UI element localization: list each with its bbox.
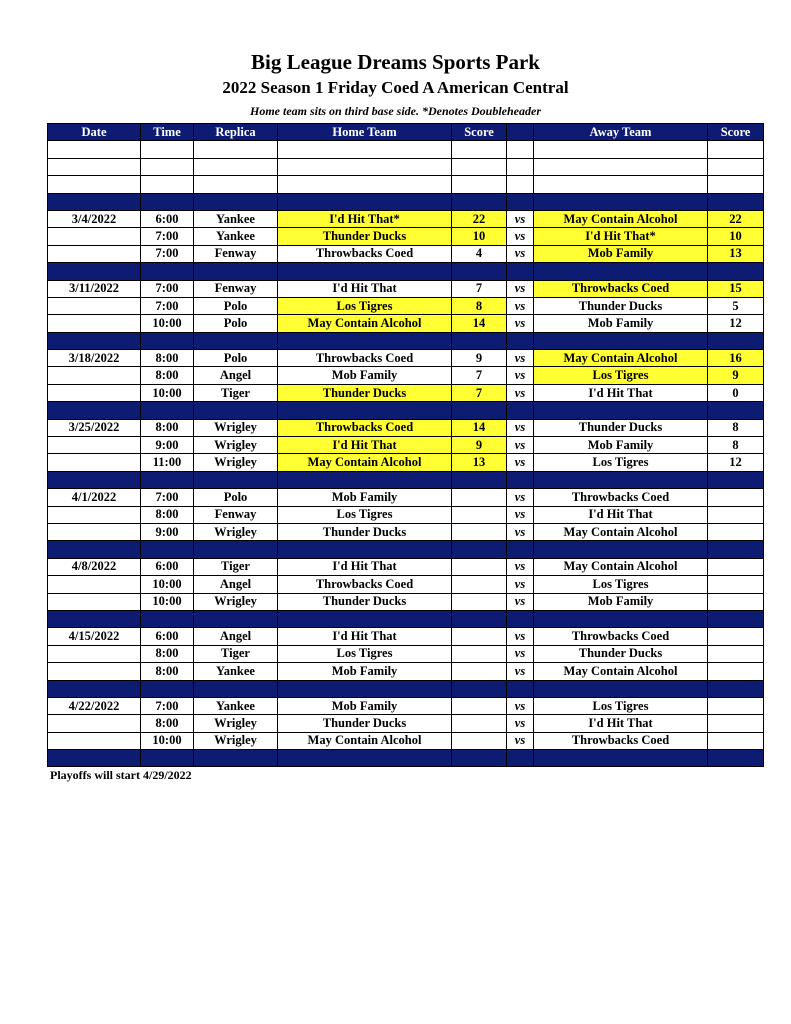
game-date [48, 593, 141, 610]
away-team: Mob Family [534, 593, 708, 610]
game-row [48, 558, 764, 575]
game-replica: Yankee [194, 228, 278, 245]
home-score: 9 [452, 437, 507, 454]
game-time: 7:00 [141, 280, 194, 297]
game-row [48, 315, 764, 332]
home-team: I'd Hit That* [278, 210, 452, 227]
away-score: 8 [708, 419, 764, 436]
week-separator [48, 541, 764, 558]
page-subtitle: 2022 Season 1 Friday Coed A American Central [222, 78, 569, 97]
week-separator [48, 610, 764, 627]
col-header-replica: Replica [194, 124, 278, 141]
game-date [48, 297, 141, 314]
game-replica: Angel [194, 628, 278, 645]
game-date: 3/25/2022 [48, 419, 141, 436]
blank-row [48, 141, 764, 158]
game-replica: Tiger [194, 645, 278, 662]
home-team: Mob Family [278, 697, 452, 714]
game-time: 9:00 [141, 523, 194, 540]
game-row [48, 419, 764, 436]
col-header-vs [507, 124, 534, 141]
home-score: 13 [452, 454, 507, 471]
col-header-away-score: Score [708, 124, 764, 141]
col-header-away-team: Away Team [534, 124, 708, 141]
home-score: 14 [452, 315, 507, 332]
game-replica: Polo [194, 350, 278, 367]
away-score: 12 [708, 454, 764, 471]
vs-label: vs [507, 437, 534, 454]
game-row [48, 489, 764, 506]
game-date [48, 576, 141, 593]
away-score [708, 732, 764, 749]
away-team: Thunder Ducks [534, 419, 708, 436]
blank-row [48, 158, 764, 175]
game-row [48, 280, 764, 297]
game-row [48, 437, 764, 454]
game-replica: Wrigley [194, 437, 278, 454]
game-time: 8:00 [141, 715, 194, 732]
away-team: Los Tigres [534, 576, 708, 593]
playoffs-note: Playoffs will start 4/29/2022 [50, 768, 192, 782]
game-date [48, 732, 141, 749]
vs-label: vs [507, 384, 534, 401]
game-replica: Wrigley [194, 419, 278, 436]
game-date [48, 245, 141, 262]
game-replica: Polo [194, 315, 278, 332]
col-header-date: Date [48, 124, 141, 141]
away-team: Mob Family [534, 315, 708, 332]
away-score: 9 [708, 367, 764, 384]
home-team: Thunder Ducks [278, 593, 452, 610]
away-team: Mob Family [534, 245, 708, 262]
game-time: 8:00 [141, 663, 194, 680]
game-date: 3/4/2022 [48, 210, 141, 227]
game-row [48, 663, 764, 680]
game-time: 8:00 [141, 350, 194, 367]
schedule-body [48, 141, 764, 767]
away-score: 15 [708, 280, 764, 297]
vs-label: vs [507, 210, 534, 227]
away-score [708, 506, 764, 523]
game-time: 10:00 [141, 576, 194, 593]
game-row [48, 228, 764, 245]
game-time: 8:00 [141, 645, 194, 662]
home-team: Throwbacks Coed [278, 576, 452, 593]
home-team: May Contain Alcohol [278, 454, 452, 471]
game-replica: Polo [194, 489, 278, 506]
game-row [48, 523, 764, 540]
home-score [452, 628, 507, 645]
game-replica: Wrigley [194, 454, 278, 471]
game-replica: Fenway [194, 280, 278, 297]
home-score: 8 [452, 297, 507, 314]
game-row [48, 245, 764, 262]
schedule-table [47, 123, 764, 767]
game-replica: Yankee [194, 663, 278, 680]
game-date [48, 367, 141, 384]
game-time: 7:00 [141, 489, 194, 506]
away-team: May Contain Alcohol [534, 558, 708, 575]
away-team: I'd Hit That* [534, 228, 708, 245]
game-time: 7:00 [141, 697, 194, 714]
home-score [452, 489, 507, 506]
game-date: 4/22/2022 [48, 697, 141, 714]
away-team: May Contain Alcohol [534, 523, 708, 540]
game-row [48, 576, 764, 593]
away-team: Los Tigres [534, 454, 708, 471]
col-header-time: Time [141, 124, 194, 141]
home-score [452, 715, 507, 732]
home-score: 9 [452, 350, 507, 367]
game-date: 4/15/2022 [48, 628, 141, 645]
away-team: May Contain Alcohol [534, 350, 708, 367]
away-team: Throwbacks Coed [534, 489, 708, 506]
away-team: Thunder Ducks [534, 297, 708, 314]
game-time: 8:00 [141, 506, 194, 523]
home-team: Thunder Ducks [278, 228, 452, 245]
vs-label: vs [507, 697, 534, 714]
game-row [48, 384, 764, 401]
game-replica: Wrigley [194, 732, 278, 749]
home-score: 22 [452, 210, 507, 227]
vs-label: vs [507, 645, 534, 662]
home-team: Mob Family [278, 663, 452, 680]
game-replica: Yankee [194, 697, 278, 714]
away-score [708, 715, 764, 732]
game-date: 3/11/2022 [48, 280, 141, 297]
home-score: 7 [452, 280, 507, 297]
home-score [452, 576, 507, 593]
game-date [48, 663, 141, 680]
game-date [48, 315, 141, 332]
vs-label: vs [507, 454, 534, 471]
home-score [452, 697, 507, 714]
away-team: May Contain Alcohol [534, 210, 708, 227]
home-score: 7 [452, 367, 507, 384]
home-team: May Contain Alcohol [278, 732, 452, 749]
game-row [48, 593, 764, 610]
away-score [708, 489, 764, 506]
vs-label: vs [507, 297, 534, 314]
away-team: I'd Hit That [534, 384, 708, 401]
home-score [452, 523, 507, 540]
away-team: I'd Hit That [534, 715, 708, 732]
game-row [48, 454, 764, 471]
home-team: Thunder Ducks [278, 715, 452, 732]
home-team: Los Tigres [278, 645, 452, 662]
game-date: 4/8/2022 [48, 558, 141, 575]
away-team: Throwbacks Coed [534, 628, 708, 645]
away-score: 12 [708, 315, 764, 332]
game-date [48, 715, 141, 732]
game-replica: Wrigley [194, 523, 278, 540]
away-team: Los Tigres [534, 367, 708, 384]
home-score: 4 [452, 245, 507, 262]
week-separator [48, 263, 764, 280]
game-time: 10:00 [141, 384, 194, 401]
game-row [48, 297, 764, 314]
game-replica: Tiger [194, 558, 278, 575]
home-score: 10 [452, 228, 507, 245]
vs-label: vs [507, 419, 534, 436]
game-date [48, 437, 141, 454]
home-score [452, 506, 507, 523]
game-date [48, 645, 141, 662]
home-team: I'd Hit That [278, 628, 452, 645]
game-row [48, 645, 764, 662]
game-time: 7:00 [141, 245, 194, 262]
home-score [452, 663, 507, 680]
game-replica: Fenway [194, 245, 278, 262]
away-score [708, 558, 764, 575]
game-date: 4/1/2022 [48, 489, 141, 506]
away-score: 8 [708, 437, 764, 454]
vs-label: vs [507, 663, 534, 680]
home-team: Throwbacks Coed [278, 245, 452, 262]
away-team: Throwbacks Coed [534, 732, 708, 749]
vs-label: vs [507, 732, 534, 749]
away-score [708, 628, 764, 645]
vs-label: vs [507, 715, 534, 732]
home-team: Los Tigres [278, 297, 452, 314]
away-score [708, 593, 764, 610]
game-replica: Angel [194, 576, 278, 593]
home-team: Thunder Ducks [278, 384, 452, 401]
game-date [48, 228, 141, 245]
game-time: 10:00 [141, 315, 194, 332]
game-row [48, 350, 764, 367]
col-header-home-team: Home Team [278, 124, 452, 141]
away-score: 0 [708, 384, 764, 401]
away-team: I'd Hit That [534, 506, 708, 523]
game-time: 7:00 [141, 297, 194, 314]
home-team: Thunder Ducks [278, 523, 452, 540]
vs-label: vs [507, 558, 534, 575]
game-time: 7:00 [141, 228, 194, 245]
game-replica: Polo [194, 297, 278, 314]
game-date [48, 523, 141, 540]
page-note: Home team sits on third base side. *Denotes Doubleheader [250, 104, 541, 118]
away-score: 10 [708, 228, 764, 245]
vs-label: vs [507, 280, 534, 297]
vs-label: vs [507, 228, 534, 245]
away-team: Mob Family [534, 437, 708, 454]
game-row [48, 732, 764, 749]
vs-label: vs [507, 523, 534, 540]
game-time: 10:00 [141, 732, 194, 749]
away-score [708, 576, 764, 593]
game-replica: Fenway [194, 506, 278, 523]
away-score [708, 645, 764, 662]
game-row [48, 367, 764, 384]
game-time: 6:00 [141, 628, 194, 645]
away-score [708, 697, 764, 714]
home-score: 7 [452, 384, 507, 401]
vs-label: vs [507, 245, 534, 262]
away-score [708, 663, 764, 680]
game-date [48, 506, 141, 523]
game-row [48, 506, 764, 523]
home-team: I'd Hit That [278, 437, 452, 454]
game-time: 8:00 [141, 367, 194, 384]
page-title: Big League Dreams Sports Park [251, 50, 540, 74]
away-team: May Contain Alcohol [534, 663, 708, 680]
vs-label: vs [507, 593, 534, 610]
game-time: 6:00 [141, 210, 194, 227]
vs-label: vs [507, 506, 534, 523]
game-row [48, 628, 764, 645]
away-score: 16 [708, 350, 764, 367]
home-score [452, 593, 507, 610]
week-separator [48, 471, 764, 488]
home-team: May Contain Alcohol [278, 315, 452, 332]
game-row [48, 697, 764, 714]
game-time: 9:00 [141, 437, 194, 454]
home-team: Throwbacks Coed [278, 419, 452, 436]
away-team: Throwbacks Coed [534, 280, 708, 297]
away-team: Los Tigres [534, 697, 708, 714]
game-time: 8:00 [141, 419, 194, 436]
game-time: 11:00 [141, 454, 194, 471]
week-separator [48, 402, 764, 419]
game-row [48, 715, 764, 732]
week-separator [48, 750, 764, 767]
vs-label: vs [507, 350, 534, 367]
header-row [48, 124, 764, 141]
home-team: Mob Family [278, 489, 452, 506]
away-team: Thunder Ducks [534, 645, 708, 662]
week-separator [48, 193, 764, 210]
home-team: Mob Family [278, 367, 452, 384]
home-team: Los Tigres [278, 506, 452, 523]
vs-label: vs [507, 576, 534, 593]
away-score: 13 [708, 245, 764, 262]
col-header-home-score: Score [452, 124, 507, 141]
game-date: 3/18/2022 [48, 350, 141, 367]
game-time: 10:00 [141, 593, 194, 610]
home-team: Throwbacks Coed [278, 350, 452, 367]
game-replica: Yankee [194, 210, 278, 227]
away-score [708, 523, 764, 540]
home-score [452, 558, 507, 575]
home-score [452, 645, 507, 662]
away-score: 5 [708, 297, 764, 314]
home-team: I'd Hit That [278, 280, 452, 297]
game-date [48, 384, 141, 401]
vs-label: vs [507, 315, 534, 332]
vs-label: vs [507, 628, 534, 645]
game-replica: Angel [194, 367, 278, 384]
game-replica: Wrigley [194, 593, 278, 610]
home-team: I'd Hit That [278, 558, 452, 575]
game-time: 6:00 [141, 558, 194, 575]
week-separator [48, 680, 764, 697]
week-separator [48, 332, 764, 349]
home-score: 14 [452, 419, 507, 436]
home-score [452, 732, 507, 749]
vs-label: vs [507, 367, 534, 384]
away-score: 22 [708, 210, 764, 227]
game-row [48, 210, 764, 227]
blank-row [48, 176, 764, 193]
game-replica: Tiger [194, 384, 278, 401]
game-date [48, 454, 141, 471]
vs-label: vs [507, 489, 534, 506]
game-replica: Wrigley [194, 715, 278, 732]
